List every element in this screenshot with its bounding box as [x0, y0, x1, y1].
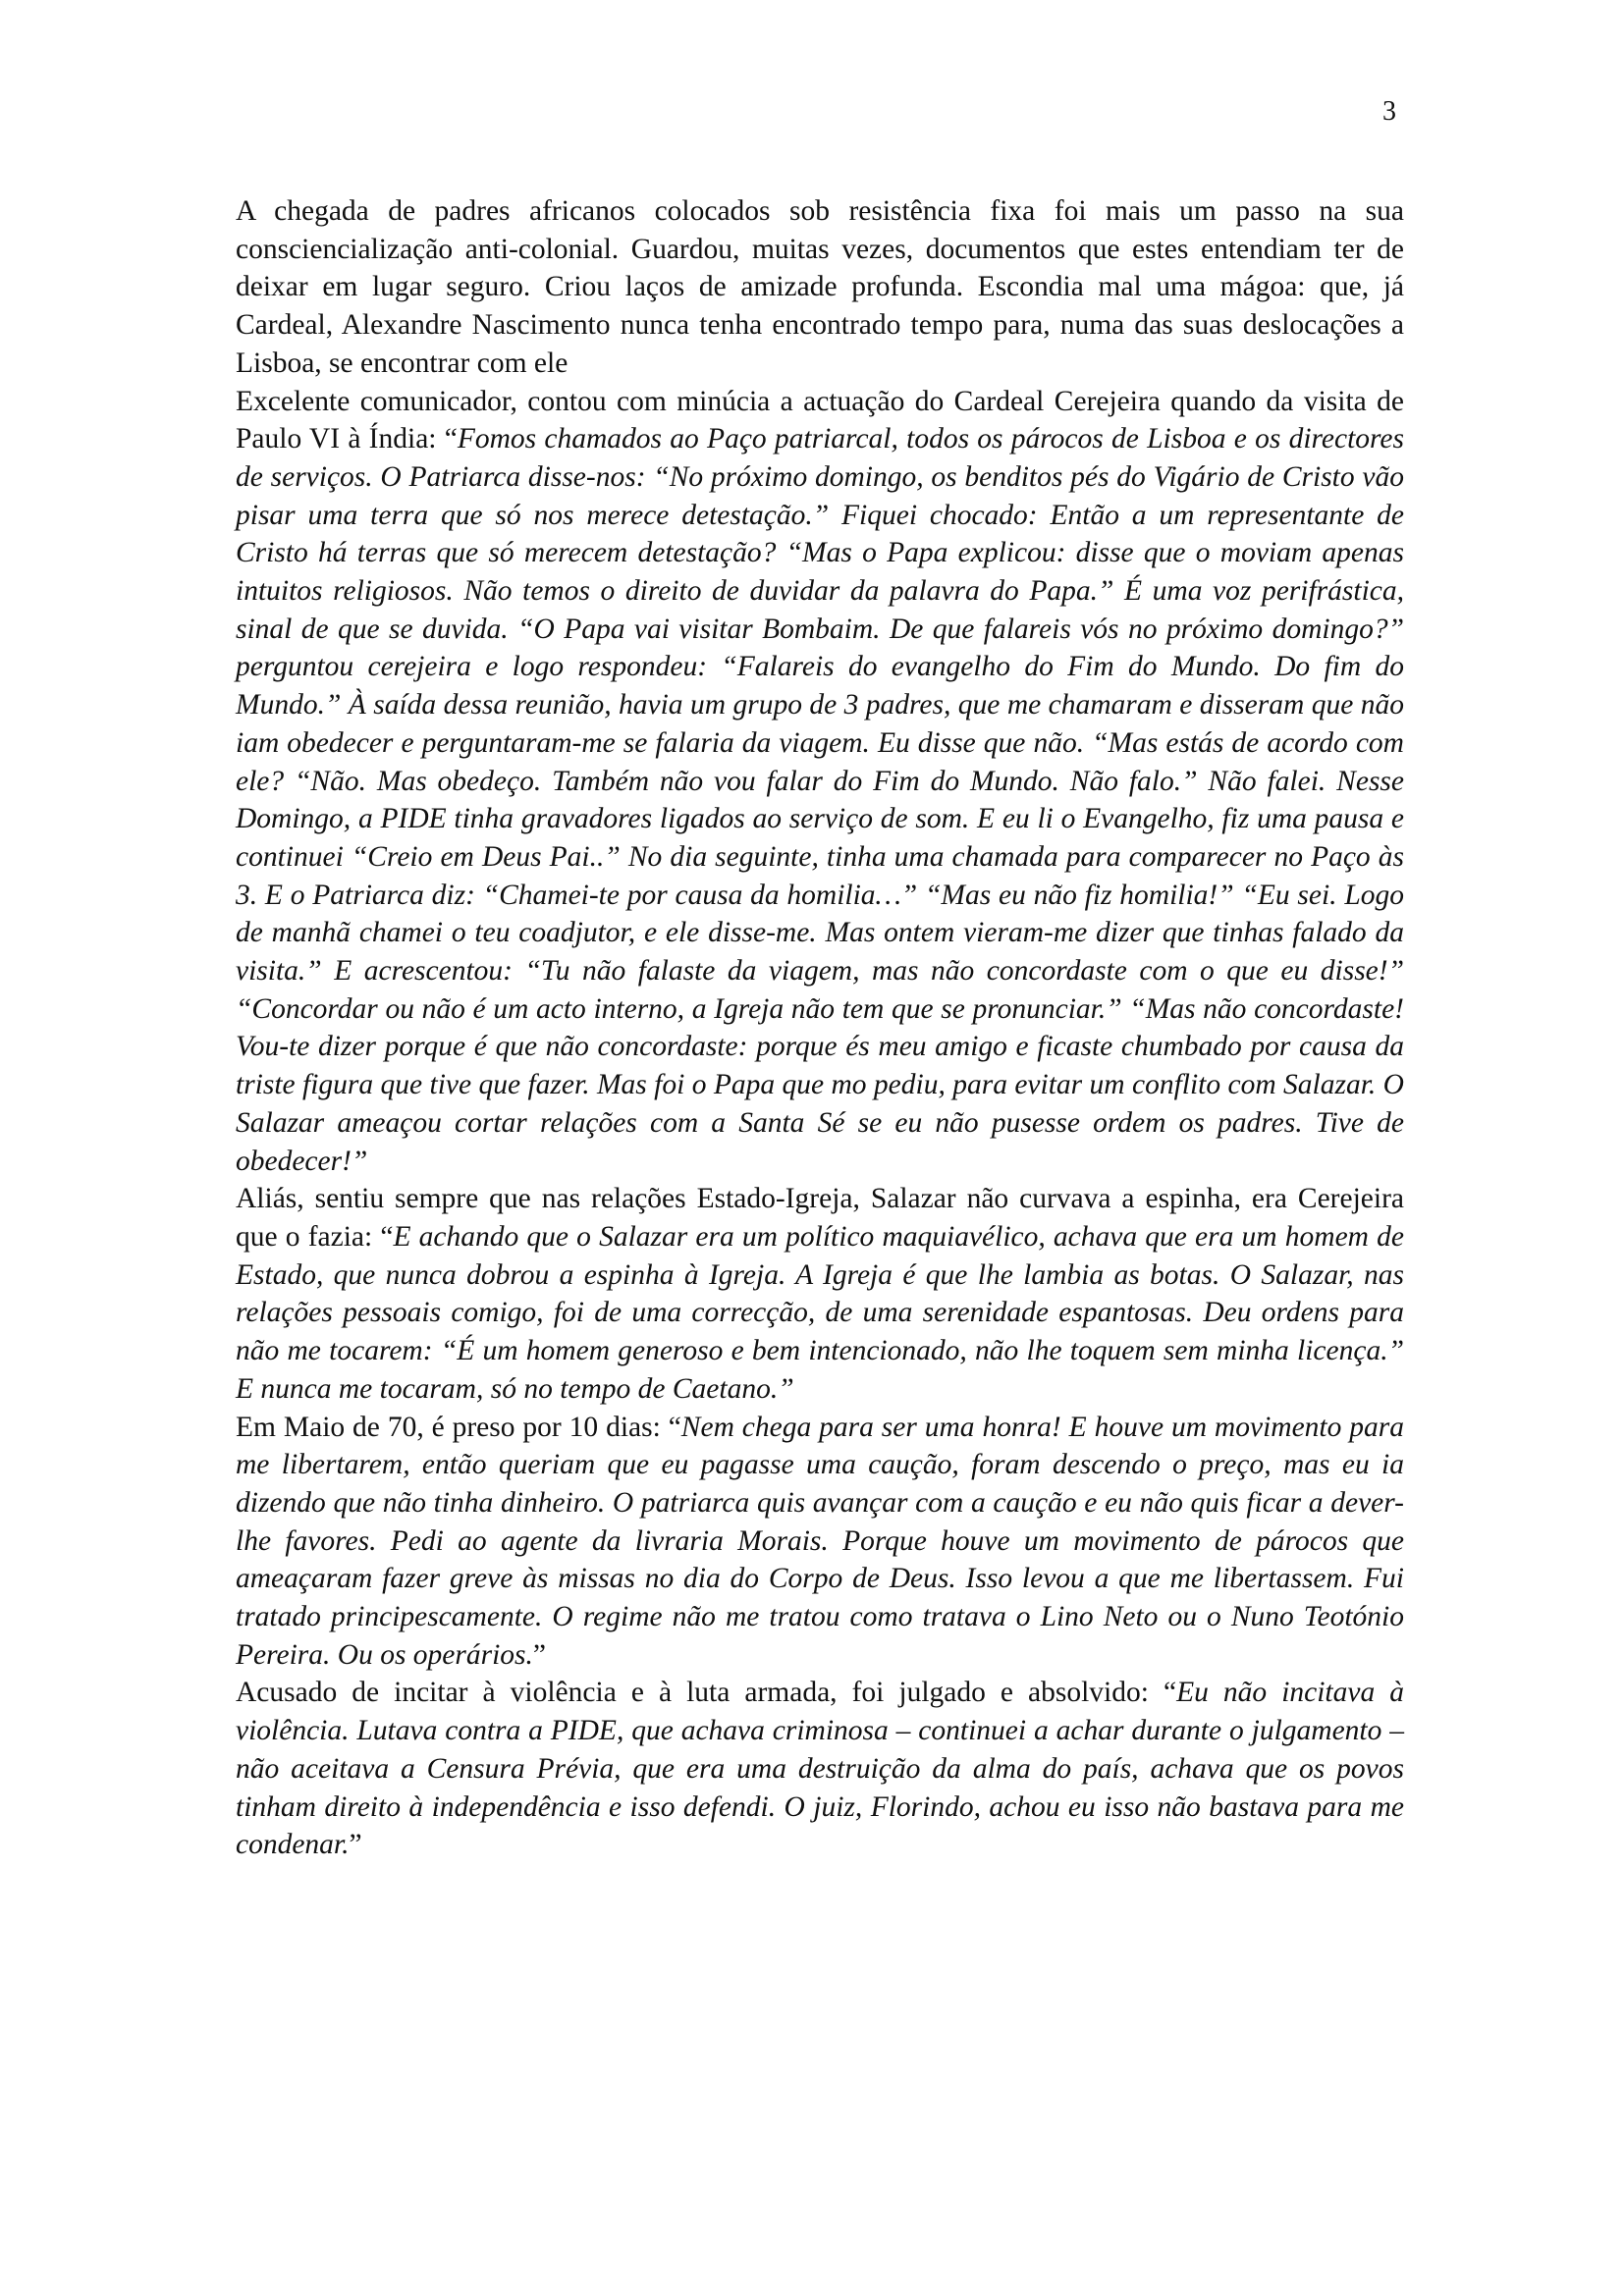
paragraph-4 [236, 1409, 1404, 1675]
quoted-italic-text: Eu não incitava à violência. Lutava contra a PIDE, que achava criminosa – continuei a achar durante o julgamento – não aceitava a Censura Prévia, que era uma destruição da alma do país, achava que os povos tinham direito à independência e isso defendi. O juiz, Florindo, achou eu isso não bastava para me condenar. [236, 1677, 1405, 1861]
page-number: 3 [1382, 96, 1396, 127]
paragraph-3 [236, 1180, 1404, 1408]
paragraph-2 [236, 383, 1404, 1181]
quoted-italic-text: E achando que o Salazar era um político maquiavélico, achava que era um homem de Estado, que nunca dobrou a espinha à Igreja. A Igreja é que lhe lambia as botas. O Salazar, nas relações pessoais comigo, foi de uma correcção, de uma serenidade espantosas. Deu ordens para não me tocarem: “É um homem generoso e bem intencionado, não lhe toquem sem minha licença.” E nunca me tocaram, só no tempo de Caetano.” [236, 1220, 1404, 1405]
quoted-italic-text: Nem chega para ser uma honra! E houve um movimento para me libertarem, então queriam que eu pagasse uma caução, foram descendo o preço, mas eu ia dizendo que não tinha dinheiro. O patriarca quis avançar com a caução e eu não quis ficar a dever-lhe favores. Pedi ao agente da livraria Morais. Porque houve um movimento de párocos que ameaçaram fazer greve às missas no dia do Corpo de Deus. Isso levou a que me libertassem. Fui tratado principescamente. O regime não me tratou como tratava o Lino Neto ou o Nuno Teotónio Pereira. Ou os operários. [236, 1411, 1404, 1671]
paragraph-1 [236, 192, 1404, 383]
paragraph-text: Excelente comunicador, contou com minúcia a actuação do Cardeal Cerejeira quando da visita de Paulo VI à Índia: “ [236, 385, 1404, 455]
paragraph-text: Em Maio de 70, é preso por 10 dias: “ [236, 1411, 681, 1443]
paragraph-text: ” [349, 1829, 362, 1861]
paragraph-text: Aliás, sentiu sempre que nas relações Estado-Igreja, Salazar não curvava a espinha, era Cerejeira que o fazia: “ [236, 1183, 1404, 1253]
paragraph-text: Acusado de incitar à violência e à luta armada, foi julgado e absolvido: “ [236, 1677, 1177, 1709]
body-text [236, 192, 1404, 1864]
paragraph-text: A chegada de padres africanos colocados sob resistência fixa foi mais um passo na sua consciencialização anti-colonial. Guardou, muitas vezes, documentos que estes entendiam ter de deixar em lugar seguro. Criou laços de amizade profunda. Escondia mal uma mágoa: que, já Cardeal, Alexandre Nascimento nunca tenha encontrado tempo para, numa das suas deslocações a Lisboa, se encontrar com ele [236, 195, 1404, 379]
quoted-italic-text: Fomos chamados ao Paço patriarcal, todos os párocos de Lisboa e os directores de serviços. O Patriarca disse-nos: “No próximo domingo, os benditos pés do Vigário de Cristo vão pisar uma terra que só nos merece detestação.” Fiquei chocado: Então a um representante de Cristo há terras que só merecem detestação? “Mas o Papa explicou: disse que o moviam apenas intuitos religiosos. Não temos o direito de duvidar da palavra do Papa.” É uma voz perifrástica, sinal de que se duvida. “O Papa vai visitar Bombaim. De que falareis vós no próximo domingo?” perguntou cerejeira e logo respondeu: “Falareis do evangelho do Fim do Mundo. Do fim do Mundo.” À saída dessa reunião, havia um grupo de 3 padres, que me chamaram e disseram que não iam obedecer e perguntaram-me se falaria da viagem. Eu disse que não. “Mas estás de acordo com ele? “Não. Mas obedeço. Também não vou falar do Fim do Mundo. Não falo.” Não falei. Nesse Domingo, a PIDE tinha gravadores ligados ao serviço de som. E eu li o Evangelho, fiz uma pausa e continuei “Creio em Deus Pai..” No dia seguinte, tinha uma chamada para comparecer no Paço às 3. E o Patriarca diz: “Chamei-te por causa da homilia…” “Mas eu não fiz homilia!” “Eu sei. Logo de manhã chamei o teu coadjutor, e ele disse-me. Mas ontem vieram-me dizer que tinhas falado da visita.” E acrescentou: “Tu não falaste da viagem, mas não concordaste com o que eu disse!” “Concordar ou não é um acto interno, a Igreja não tem que se pronunciar.” “Mas não concordaste! Vou-te dizer porque é que não concordaste: porque és meu amigo e ficaste chumbado por causa da triste figura que tive que fazer. Mas foi o Papa que mo pediu, para evitar um conflito com Salazar. O Salazar ameaçou cortar relações com a Santa Sé se eu não pusesse ordem os padres. Tive de obedecer!” [236, 423, 1404, 1177]
paragraph-5 [236, 1674, 1404, 1864]
paragraph-text: ” [532, 1638, 547, 1671]
